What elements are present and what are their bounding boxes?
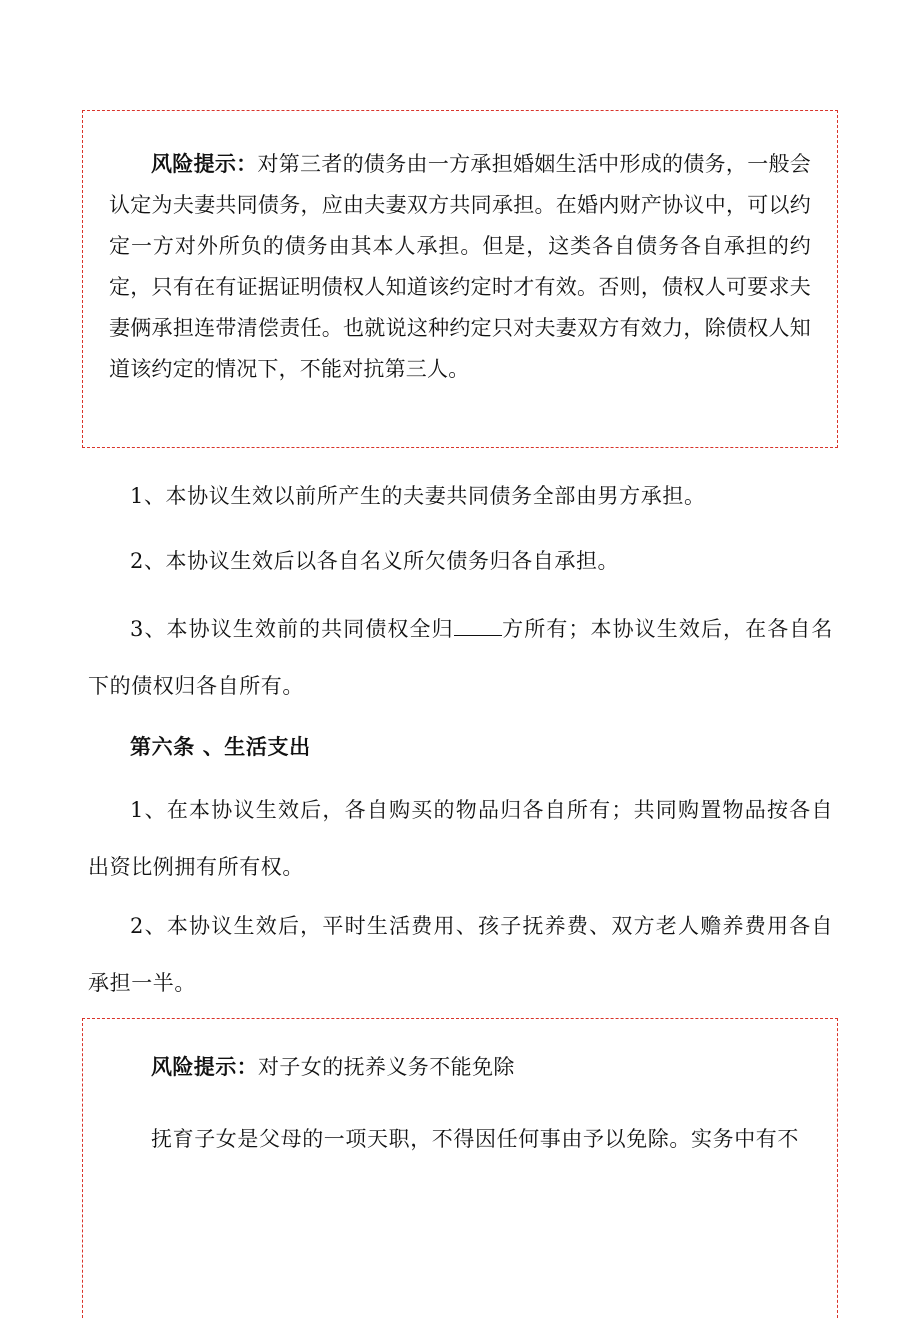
debt-clause-3 <box>88 601 833 715</box>
risk-tip-label: 风险提示： <box>151 1054 258 1079</box>
risk-tip-title <box>151 1047 515 1087</box>
risk-tip-text: 对第三者的债务由一方承担婚姻生活中形成的债务，一般会认定为夫妻共同债务，应由夫妻双方共同承担。在婚内财产协议中，可以约定一方对外所负的债务由其本人承担。但是，这类各自债务各自承担的约定，只有在有证据证明债权人知道该约定时才有效。否则，债权人可要求夫妻俩承担连带清偿责任。也就说这种约定只对夫妻双方有效力，除债权人知道该约定的情况下，不能对抗第三人。 <box>109 152 811 381</box>
risk-tip-box <box>82 110 838 448</box>
blank-fill-line <box>454 616 502 636</box>
risk-tip-title-text: 对子女的抚养义务不能免除 <box>258 1055 515 1079</box>
article-6-clause-2: 2、本协议生效后，平时生活费用、孩子抚养费、双方老人赡养费用各自承担一半。 <box>88 914 833 995</box>
debt-clause-2: 2、本协议生效后以各自名义所欠债务归各自承担。 <box>130 549 620 573</box>
debt-clause-1: 1、本协议生效以前所产生的夫妻共同债务全部由男方承担。 <box>130 484 706 508</box>
debt-clause-3-part1: 3、本协议生效前的共同债权全归 <box>130 617 454 641</box>
risk-tip-body: 抚育子女是父母的一项天职，不得因任何事由予以免除。实务中有不 <box>151 1127 799 1151</box>
risk-tip-paragraph <box>109 143 811 390</box>
article-6-clause-1: 1、在本协议生效后，各自购买的物品归各自所有；共同购置物品按各自出资比例拥有所有权。 <box>88 798 833 879</box>
article-6-heading: 第六条 、生活支出 <box>130 734 311 759</box>
risk-tip-label: 风险提示： <box>151 151 258 176</box>
risk-tip-box <box>82 1018 838 1318</box>
debt-clause-3-part2: 方所有；本协议生效后，在各自名下的债权归各自所有。 <box>88 617 833 698</box>
